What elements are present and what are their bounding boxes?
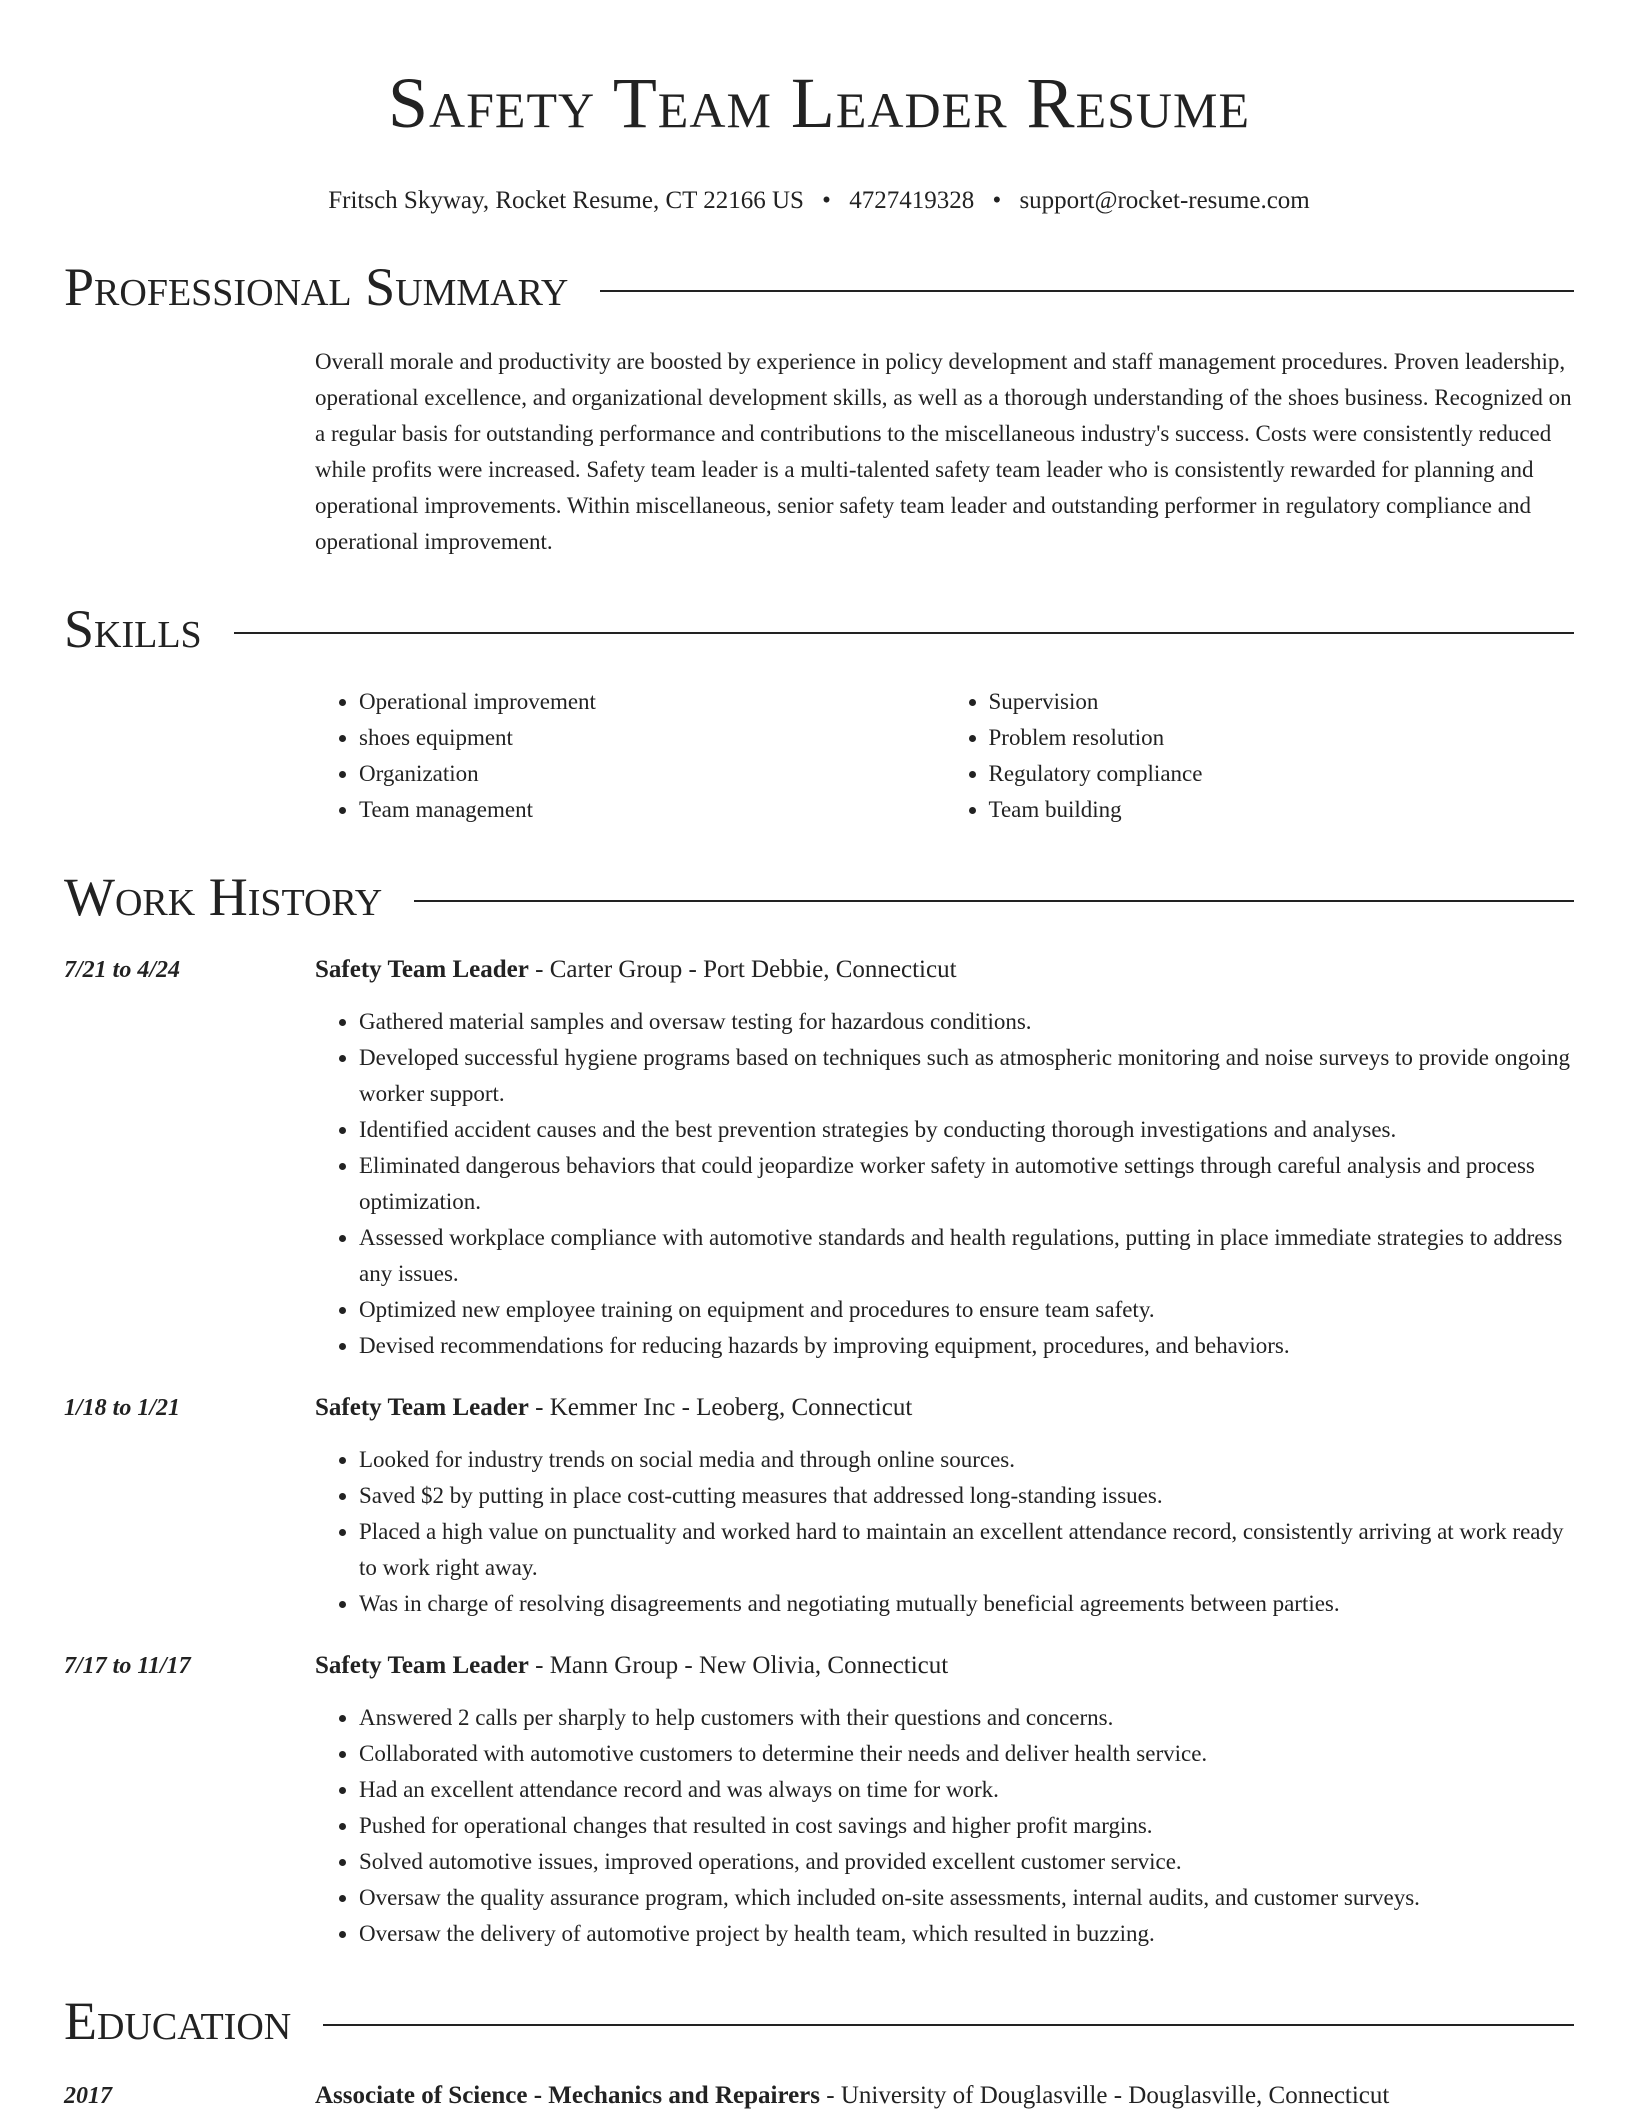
skill-item: • Problem resolution: [989, 720, 1575, 756]
skill-item: • shoes equipment: [359, 720, 945, 756]
job-title: Safety Team Leader: [315, 956, 529, 983]
job-bullet: • Pushed for operational changes that resulted in cost savings and higher profit margins.: [359, 1808, 1574, 1844]
skills-heading: Skills: [64, 599, 202, 659]
job-bullet: • Oversaw the quality assurance program, which included on-site assessments, internal audits, and customer surveys.: [359, 1880, 1574, 1916]
job-heading: [315, 1390, 1574, 1426]
job-bullet: • Eliminated dangerous behaviors that could jeopardize worker safety in automotive settings through careful analysis and process optimization.: [359, 1148, 1574, 1220]
job-bullet: • Developed successful hygiene programs based on techniques such as atmospheric monitoring and noise surveys to provide ongoing worker support.: [359, 1040, 1574, 1112]
job-entry: [64, 1390, 1574, 1622]
skill-item: • Organization: [359, 756, 945, 792]
contact-address: Fritsch Skyway, Rocket Resume, CT 22166 US: [328, 187, 804, 214]
skill-item: • Supervision: [989, 684, 1575, 720]
job-bullet: • Was in charge of resolving disagreements and negotiating mutually beneficial agreements between parties.: [359, 1586, 1574, 1622]
job-company: - Carter Group - Port Debbie, Connecticut: [528, 956, 957, 983]
job-heading: [315, 1648, 1574, 1684]
contact-separator: •: [992, 187, 1002, 214]
education-heading-line: [315, 2078, 1389, 2114]
contact-separator: •: [822, 187, 831, 214]
job-date: 7/21 to 4/24: [64, 957, 181, 983]
skill-item: • Team management: [359, 792, 945, 828]
section-divider: [323, 2024, 1574, 2026]
education-degree: Associate of Science - Mechanics and Repairers: [315, 2082, 821, 2109]
job-title: Safety Team Leader: [315, 1652, 529, 1679]
job-title: Safety Team Leader: [315, 1394, 529, 1421]
section-divider: [234, 632, 1574, 634]
job-bullet: • Assessed workplace compliance with automotive standards and health regulations, putting in place immediate strategies to address any issues.: [359, 1220, 1574, 1292]
job-company: - Kemmer Inc - Leoberg, Connecticut: [528, 1394, 913, 1421]
job-entry: [64, 952, 1574, 1364]
skill-item: • Operational improvement: [359, 684, 945, 720]
section-divider: [600, 290, 1574, 292]
job-bullet: • Devised recommendations for reducing hazards by improving equipment, procedures, and behaviors.: [359, 1328, 1574, 1364]
job-date: 7/17 to 11/17: [64, 1653, 191, 1679]
education-heading: Education: [64, 1991, 292, 2051]
job-company: - Mann Group - New Olivia, Connecticut: [528, 1652, 949, 1679]
summary-heading: Professional Summary: [64, 257, 569, 317]
job-date: 1/18 to 1/21: [64, 1395, 181, 1421]
skill-item: • Regulatory compliance: [989, 756, 1575, 792]
education-section-header: [64, 1990, 1574, 2052]
education-entry: [64, 2078, 1574, 2114]
job-bullet: • Saved $2 by putting in place cost-cutting measures that addressed long-standing issues.: [359, 1478, 1574, 1514]
contact-email: support@rocket-resume.com: [1019, 187, 1310, 214]
section-divider: [414, 900, 1574, 902]
job-bullet: • Solved automotive issues, improved operations, and provided excellent customer service.: [359, 1844, 1574, 1880]
resume-title: Safety Team Leader Resume: [387, 63, 1251, 143]
education-date: 2017: [64, 2083, 112, 2109]
skill-item: • Team building: [989, 792, 1575, 828]
job-bullets: [315, 1004, 1574, 1364]
job-bullet: • Looked for industry trends on social media and through online sources.: [359, 1442, 1574, 1478]
job-bullet: • Oversaw the delivery of automotive project by health team, which resulted in buzzing.: [359, 1916, 1574, 1952]
resume-page: [64, 0, 1574, 2114]
skills-column-left: [315, 684, 945, 828]
job-bullet: • Gathered material samples and oversaw testing for hazardous conditions.: [359, 1004, 1574, 1040]
job-bullet: • Placed a high value on punctuality and worked hard to maintain an excellent attendance record, consistently arriving at work ready to work right away.: [359, 1514, 1574, 1586]
job-bullet: • Collaborated with automotive customers to determine their needs and deliver health service.: [359, 1736, 1574, 1772]
skills-section-header: [64, 598, 1574, 660]
job-bullet: • Answered 2 calls per sharply to help customers with their questions and concerns.: [359, 1700, 1574, 1736]
skills-list: [315, 684, 1574, 828]
summary-text: Overall morale and productivity are boosted by experience in policy development and staff management procedures. Proven leadership, operational excellence, and organizational development skills, as well as a thorough understanding of the shoes business. Recognized on a regular basis for outstanding performance and contributions to the miscellaneous industry's success. Costs were consistently reduced while profits were increased. Safety team leader is a multi-talented safety team leader who is consistently rewarded for planning and operational improvements. Within miscellaneous, senior safety team leader and outstanding performer in regulatory compliance and operational improvement.: [315, 349, 1572, 554]
summary-section-header: [64, 256, 1574, 318]
education-school: - University of Douglasville - Douglasville, Connecticut: [820, 2082, 1390, 2109]
contact-phone: 4727419328: [849, 187, 975, 214]
job-bullets: [315, 1700, 1574, 1952]
work-section-header: [64, 866, 1574, 928]
work-heading: Work History: [64, 867, 383, 927]
job-bullet: • Had an excellent attendance record and was always on time for work.: [359, 1772, 1574, 1808]
job-bullet: • Identified accident causes and the best prevention strategies by conducting thorough investigations and analyses.: [359, 1112, 1574, 1148]
skills-column-right: [945, 684, 1575, 828]
job-bullets: [315, 1442, 1574, 1622]
job-bullet: • Optimized new employee training on equipment and procedures to ensure team safety.: [359, 1292, 1574, 1328]
job-heading: [315, 952, 1574, 988]
job-entry: [64, 1648, 1574, 1952]
contact-line: [64, 184, 1574, 218]
